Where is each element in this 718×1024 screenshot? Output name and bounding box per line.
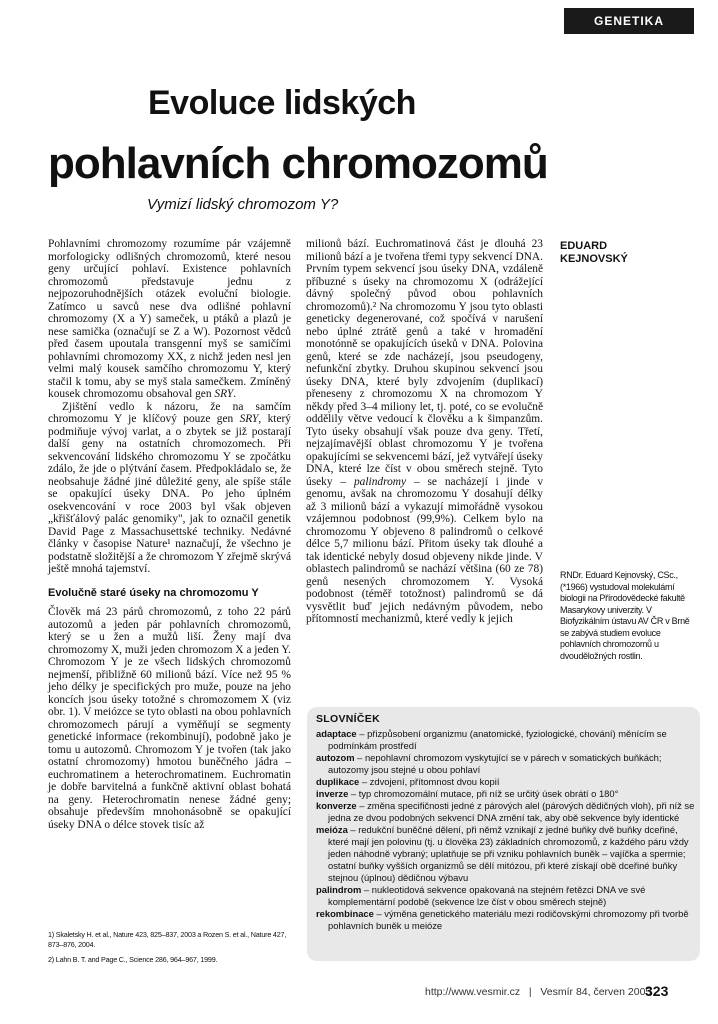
glossary-item: adaptace – přizpůsobení organizmu (anatomické, fyziologické, chování) měnícím se podmínkám prostředí (316, 728, 667, 751)
footer-url: http://www.vesmir.cz (425, 986, 521, 998)
paragraph-chromosomes: Člověk má 23 párů chromozomů, z toho 22 párů autozomů a jeden pár pohlavních chromozomů, který se u žen a mužů liší. Ženy mají dva chromozomy X, muži jeden chromozom X a jeden Y. Chromozom Y je ze všech lidských chromozomů nejmenší, přibližně 60 milionů bází. Více než 95 % jeho délky je specifických pro muže, pouze na jeho koncích jsou úseky totožné s chromozomem X (viz obr. 1). V meiózce se tyto oblasti na obou pohlavních chromozomech párují a vyměňují se segmenty genetické informace (rekombinují), podobně jako je tomu u autozomů. Chromozom Y je tvořen (tak jako ostatní chromozomy) hmotou buněčného jádra – euchromatinem a heterochromatinem. Euchromatin je dobře barvitelná a funkčně aktivní oblast bohatá na geny. Heterochromatin nenese žádné geny; obsahuje především mnohonásobně se opakující úseky DNA o délce stovek tisíc až (48, 606, 291, 831)
glossary-item: inverze – typ chromozomální mutace, při níž se určitý úsek obrátí o 180° (316, 788, 619, 799)
glossary-title: SLOVNÍČEK (316, 713, 380, 725)
author-bio: RNDr. Eduard Kejnovský, CSc., (*1966) vystudoval molekulární biologii na Přírodovědecké fakultě Masarykovy univerzity. V Biofyzikálním ústavu AV ČR v Brně se zabývá studiem evoluce pohlavních chromozomů u dvouděložných rostlin. (560, 570, 690, 661)
glossary-item: rekombinace – výměna genetického materiálu mezi rodičovskými chromozomy při tvorbě pohlavních buněk u meióze (316, 908, 689, 931)
text-column-1 (48, 238, 291, 831)
glossary-item: palindrom – nukleotidová sekvence opakovaná na stejném řetězci DNA ve své komplementární podobě (sekvence lze číst v obou směrech stejně) (316, 884, 646, 907)
footer-issue: Vesmír 84, červen 2005 (540, 986, 652, 998)
glossary-item: autozom – nepohlavní chromozom vyskytující se v párech v somatických buňkách; autozomy jsou stejné u obou pohlaví (316, 752, 662, 775)
glossary-item: konverze – změna specifičnosti jedné z párových alel (párových dědičných vloh), při níž se jedna ze dvou podobných sekvencí DNA změní tak, aby obě sekvence byly identické (316, 800, 695, 823)
footer-separator: | (523, 986, 538, 998)
paragraph-sry: Zjištění vedlo k názoru, že na samčím chromozomu Y je klíčový pouze gen SRY, který podmiňuje vývoj varlat, a o zbytek se již postarají další geny na ostatních chromozomech. Při sekvencování lidského chromozomu Y se zpočátku zdálo, že jde o plýtvání časem. Předpokládalo se, že neobsahuje žádné jiné důležité geny, ale spíše stále se opakující úseky DNA. Po jeho úplném osekvencování v roce 2003 byl však objeven „křišťálový palác genomiky", jak to označil genetik David Page z Massachusettské techniky. Nedávné články v časopise Nature¹ naznačují, že všechno je podstatně složitější a že chromozom Y zřejmě skrývá ještě mnohá tajemství. (48, 400, 291, 575)
article-title-line2: pohlavních chromozomů (48, 139, 548, 188)
glossary-item: meióza – redukční buněčné dělení, při němž vznikají z jedné buňky dvě buňky dceřiné, které mají jen polovinu (tj. u člověka 23) základních chromozomů, z každého páru vždy jeden náhodně vybraný; uplatňuje se při vzniku pohlavních buněk – vajíčka a spermie; ostatní buňky vyšších organizmů se dělí mitózou, při které získají obě dceřiné buňky stejnou (úplnou) dědičnou výbavu (316, 824, 689, 883)
page-number: 323 (645, 983, 669, 999)
article-subtitle: Vymizí lidský chromozom Y? (147, 196, 339, 213)
author-name: EDUARD KEJNOVSKÝ (560, 240, 628, 265)
gene-name: SRY (214, 388, 234, 400)
glossary-item: duplikace – zdvojení, přítomnost dvou kopií (316, 776, 500, 787)
page-footer (425, 986, 651, 998)
paragraph-euchromatin: milionů bází. Euchromatinová část je dlouhá 23 milionů bází a je tvořena třemi typy sekvencí DNA. Prvním typem sekvencí jsou úseky DNA, vzdáleně příbuzné s úseky na chromozomu X (odrážející dávný společný původ obou pohlavních chromozomů).² Na chromozomu Y jsou tyto oblasti geneticky degenerované, což spočívá v narušení nebo úplné ztrátě genů a také v hromadění monotónně se opakujících úseků v DNA. Polovina genů, které se zde nacházejí, jsou pseudogeny, nefunkční zbytky. Druhou skupinou sekvencí jsou úseky DNA, které byly zdvojením (duplikací) přeneseny z chromozomu X na chromozom Y někdy před 3–4 miliony let, tj. poté, co se evolučně oddělily větve vedoucí k člověku a k šimpanzům. Tyto úseky obsahují však pouze dva geny. Třetí, nejzajímavější oblast chromozomu Y je tvořena opakujícími se sekvencemi bází, jež vytvářejí úseky DNA, které lze číst v obou směrech stejně. Tyto úseky – palindromy – se nacházejí i jinde v genomu, avšak na chromozomu Y dosahují délky až 3 milionů bází a vykazují mimořádně vysokou vzájemnou podobnost (99,9%). Celkem bylo na chromozomu Y objeveno 8 palindromů o celkové délce 5,7 milionu bází. Přitom úseky tak dlouhé a tak identické nebyly dosud objeveny nikde jinde. V oblastech palindromů se nachází většina (60 ze 78) genů nesených chromozomem Y. Vysoká podobnost (téměř totožnost) palindromů se dá vysvětlit buď jejich nedávným původem, nebo přítomností mechanizmů, které vedly k jejich (306, 238, 544, 625)
term-palindromy: palindromy (353, 475, 407, 488)
text-column-2 (306, 238, 543, 626)
footnote-1: 1) Skaletsky H. et al., Nature 423, 825–837, 2003 a Rozen S. et al., Nature 427, 873–876, 2004. (48, 930, 287, 949)
section-tag: GENETIKA (564, 8, 694, 34)
paragraph-intro: Pohlavními chromozomy rozumíme pár vzájemně morfologicky odlišných chromozomů, které nesou geny určující pohlaví. Existence pohlavních chromozomů představuje jednu z nejpozoruhodnějších otázek evoluční biologie. Zatímco u savců nese dva odlišné pohlavní chromozomy (X a Y) sameček, u ptáků a plazů je nese samička (označují se Z a W). Pozornost vědců před časem upoutala transgenní myš se samičími pohlavními chromozomy XX, z nichž jeden nesl jen velmi malý kousek samčího chromozomu Y, který stačil k tomu, aby se myš stala samečkem. Zmíněný kousek chromozomu obsahoval gen SRY. (48, 238, 291, 400)
gene-name: SRY (239, 413, 259, 425)
section-heading: Evolučně staré úseky na chromozomu Y (48, 586, 259, 599)
article-title-line1: Evoluce lidských (148, 84, 416, 122)
glossary-content (316, 713, 697, 932)
footnote-2: 2) Lahn B. T. and Page C., Science 286, 964–967, 1999. (48, 955, 218, 964)
